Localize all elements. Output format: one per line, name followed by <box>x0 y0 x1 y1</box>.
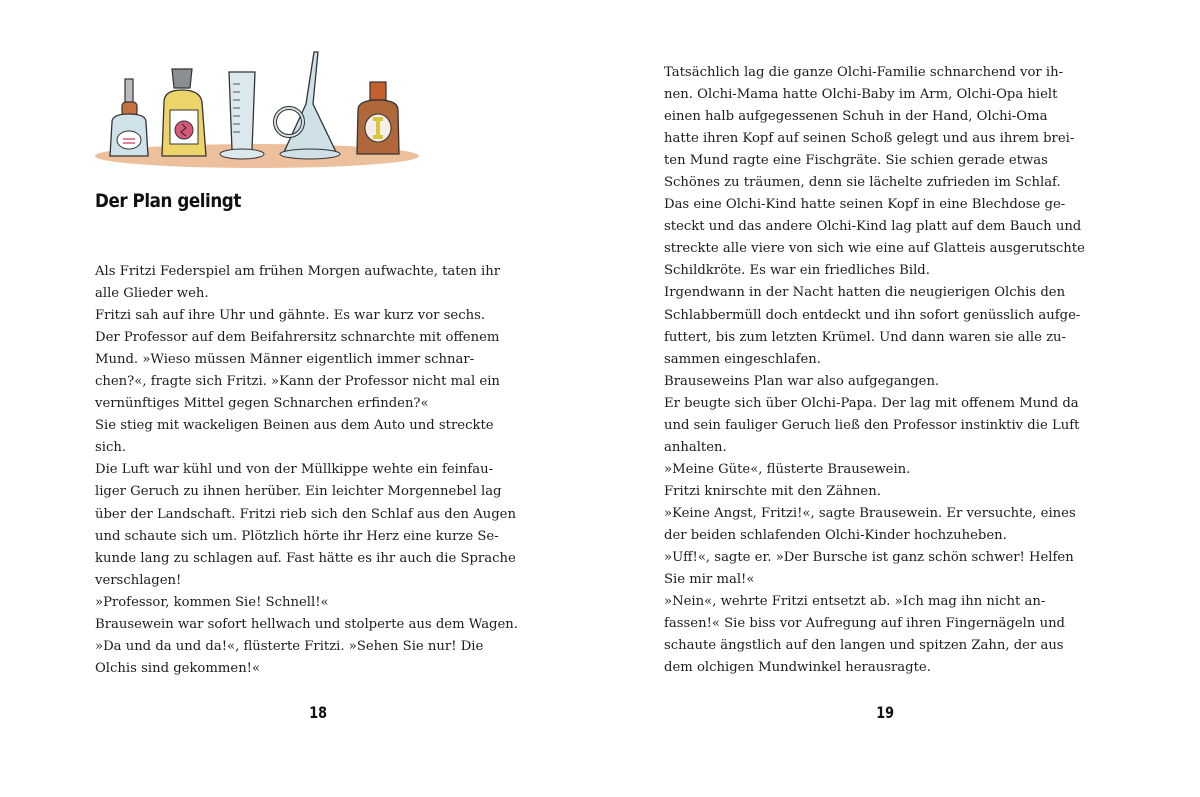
text-line: schaute ängstlich auf den langen und spitzen Zahn, der aus <box>664 638 1064 654</box>
text-line: anhalten. <box>664 439 727 455</box>
text-line: Fritzi knirschte mit den Zähnen. <box>664 483 881 499</box>
text-line: Brauseweins Plan war also aufgegangen. <box>664 373 940 389</box>
text-line: Brausewein war sofort hellwach und stolperte aus dem Wagen. <box>95 616 518 632</box>
text-line: und sein fauliger Geruch ließ den Professor instinktiv die Luft <box>664 417 1080 433</box>
text-line: hatte ihren Kopf auf seinen Schoß gelegt und aus ihrem brei- <box>664 131 1075 147</box>
text-line: liger Geruch zu ihnen herüber. Ein leichter Morgennebel lag <box>95 484 502 500</box>
text-line: Er beugte sich über Olchi-Papa. Der lag mit offenem Mund da <box>664 395 1079 411</box>
text-line: Fritzi sah auf ihre Uhr und gähnte. Es war kurz vor sechs. <box>95 308 486 324</box>
text-line: Olchis sind gekommen!« <box>95 660 261 676</box>
text-line: der beiden schlafenden Olchi-Kinder hochzuheben. <box>664 527 1007 543</box>
text-line: »Da und da und da!«, flüsterte Fritzi. »Sehen Sie nur! Die <box>95 638 484 654</box>
funnel-icon <box>275 52 340 159</box>
dropper-bottle-icon <box>110 79 148 156</box>
chapter-title: Der Plan gelingt <box>95 190 241 212</box>
text-line: sammen eingeschlafen. <box>664 351 821 367</box>
text-line: Mund. »Wieso müssen Männer eigentlich immer schnar- <box>95 352 475 368</box>
text-line: über der Landschaft. Fritzi rieb sich den Schlaf aus den Augen <box>95 506 516 522</box>
text-line: Sie mir mal!« <box>664 572 755 588</box>
text-line: Schildkröte. Es war ein friedliches Bild. <box>664 263 930 279</box>
text-line: Schönes zu träumen, denn sie lächelte zufrieden im Schlaf. <box>664 175 1061 191</box>
page-number: 18 <box>309 703 328 722</box>
text-line: und schaute sich um. Plötzlich hörte ihr Herz eine kurze Se- <box>95 528 499 544</box>
text-line: Irgendwann in der Nacht hatten die neugierigen Olchis den <box>664 285 1066 301</box>
text-line: »Meine Güte«, flüsterte Brausewein. <box>664 461 911 477</box>
text-line: chen?«, fragte sich Fritzi. »Kann der Professor nicht mal ein <box>95 374 500 390</box>
text-line: steckt und das andere Olchi-Kind lag platt auf dem Bauch und <box>664 219 1082 235</box>
text-line: verschlagen! <box>95 572 182 588</box>
text-line: dem olchigen Mundwinkel herausragte. <box>664 660 931 676</box>
text-line: ten Mund ragte eine Fischgräte. Sie schien gerade etwas <box>664 153 1048 169</box>
text-line: sich. <box>95 440 127 456</box>
text-line: streckte alle viere von sich wie eine auf Glatteis ausgerutschte <box>664 241 1085 257</box>
text-line: Tatsächlich lag die ganze Olchi-Familie schnarchend vor ih- <box>664 65 1064 80</box>
text-line: fassen!« Sie biss vor Aufregung auf ihren Fingernägeln und <box>664 616 1066 632</box>
text-line: Die Luft war kühl und von der Müllkippe wehte ein feinfau- <box>95 462 494 478</box>
text-line: vernünftiges Mittel gegen Schnarchen erfinden?« <box>95 396 429 412</box>
text-line: futtert, bis zum letzten Krümel. Und dann waren sie alle zu- <box>664 329 1066 345</box>
lab-bottles-illustration <box>92 44 422 174</box>
text-line: »Uff!«, sagte er. »Der Bursche ist ganz schön schwer! Helfen <box>664 550 1074 566</box>
text-line: Sie stieg mit wackeligen Beinen aus dem Auto und streckte <box>95 418 494 434</box>
text-line: Das eine Olchi-Kind hatte seinen Kopf in eine Blechdose ge- <box>664 197 1066 213</box>
text-line: alle Glieder weh. <box>95 286 209 302</box>
text-line: »Keine Angst, Fritzi!«, sagte Brausewein. Er versuchte, eines <box>664 505 1076 521</box>
right-page <box>600 0 1200 797</box>
page-number: 19 <box>876 703 895 722</box>
text-line: einen halb aufgegessenen Schuh in der Hand, Olchi-Oma <box>664 109 1048 125</box>
text-line: »Nein«, wehrte Fritzi entsetzt ab. »Ich mag ihn nicht an- <box>664 594 1046 610</box>
text-line: nen. Olchi-Mama hatte Olchi-Baby im Arm, Olchi-Opa hielt <box>664 87 1058 103</box>
yellow-bottle-icon <box>162 69 206 156</box>
text-line: Schlabbermüll doch entdeckt und ihn sofort genüsslich aufge- <box>664 307 1081 323</box>
body-text <box>664 62 1085 679</box>
text-line: Der Professor auf dem Beifahrersitz schnarchte mit offenem <box>95 330 500 346</box>
text-line: »Professor, kommen Sie! Schnell!« <box>95 594 329 610</box>
text-line: Als Fritzi Federspiel am frühen Morgen aufwachte, taten ihr <box>95 264 501 279</box>
brown-bottle-icon <box>357 82 399 154</box>
body-text <box>95 261 518 680</box>
text-line: kunde lang zu schlagen auf. Fast hätte es ihr auch die Sprache <box>95 550 516 566</box>
